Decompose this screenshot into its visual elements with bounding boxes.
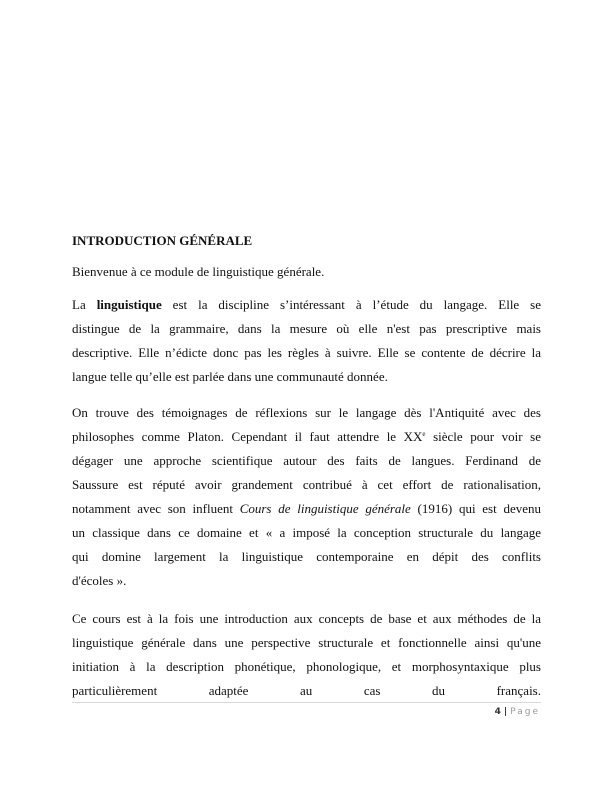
footer-separator: | [503,707,508,717]
text-segment: d'écoles ». [72,573,127,588]
text-line [72,401,541,425]
text-line [72,679,541,703]
text-line [72,365,541,389]
text-line [72,317,541,341]
text-segment: (1916) qui est devenu [410,501,541,516]
text-segment: Saussure est réputé avoir grandement contribué à cet effort de rationalisation, [72,477,541,492]
book-title: Cours de linguistique générale [239,501,411,516]
section-heading: INTRODUCTION GÉNÉRALE [72,233,253,248]
paragraph-definition [72,293,541,389]
text-segment: particulièrement adaptée au cas du français. [72,683,541,698]
page-label: Page [510,707,540,717]
text-line [72,473,541,497]
text-segment: qui domine largement la linguistique contemporaine en dépit des conflits [72,549,541,564]
text-line [72,293,541,317]
bold-term: linguistique [96,297,162,312]
text-segment: La [72,297,97,312]
text-segment: Bienvenue à ce module de linguistique générale. [72,264,325,279]
paragraph-course-description [72,607,541,703]
text-segment: un classique dans ce domaine et « a imposé la conception structurale du langage [72,525,541,540]
text-segment: Ce cours est à la fois une introduction aux concepts de base et aux méthodes de la [72,611,541,626]
superscript: e [422,430,426,438]
text-segment: philosophes comme Platon. Cependant il faut attendre le XX [72,429,423,444]
text-segment: distingue de la grammaire, dans la mesure où elle n'est pas prescriptive mais [72,321,541,336]
text-segment: linguistique générale dans une perspective structurale et fonctionnelle ainsi qu'une [72,635,541,650]
text-segment: On trouve des témoignages de réflexions sur le langage dès l'Antiquité avec des [72,405,541,420]
text-line [72,607,541,631]
page-number: 4 [494,707,501,717]
text-segment: langue telle qu’elle est parlée dans une communauté donnée. [72,369,388,384]
text-line [72,655,541,679]
text-line [72,425,541,449]
text-line [72,569,541,593]
text-segment: notamment avec son influent [72,501,240,516]
text-segment: est la discipline s’intéressant à l’étude du langage. Elle se [161,297,541,312]
text-line [72,449,541,473]
page-footer [495,707,540,717]
text-segment: siècle pour voir se [425,429,541,444]
paragraph-welcome [72,260,541,284]
text-line [72,260,541,284]
text-segment: descriptive. Elle n’édicte donc pas les règles à suivre. Elle se contente de décrire la [72,345,541,360]
text-line [72,341,541,365]
text-segment: initiation à la description phonétique, phonologique, et morphosyntaxique plus [72,659,541,674]
text-line [72,521,541,545]
text-line [72,497,541,521]
text-line [72,631,541,655]
text-line [72,545,541,569]
text-segment: dégager une approche scientifique autour des faits de langues. Ferdinand de [72,453,541,468]
paragraph-history [72,401,541,593]
footer-rule [72,702,541,703]
